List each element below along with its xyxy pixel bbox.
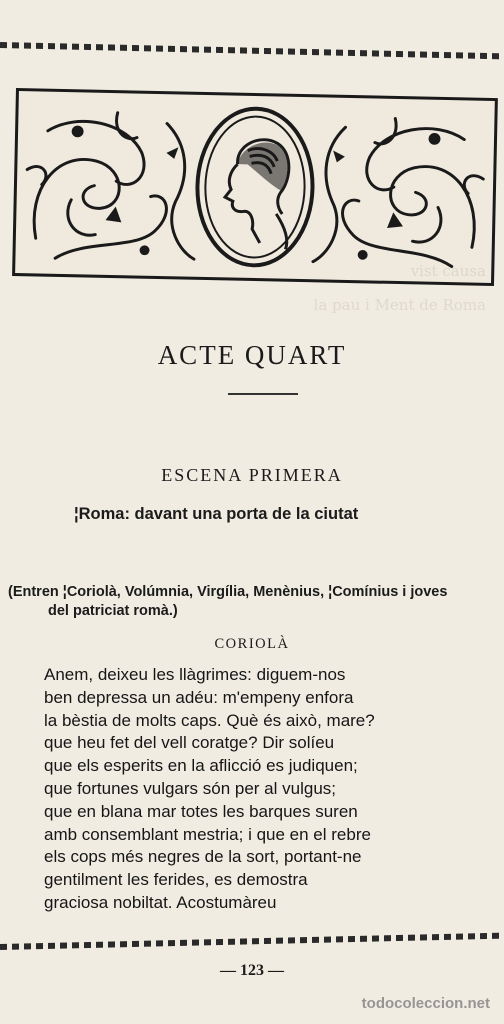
verse-line: Anem, deixeu les llàgrimes: diguem-nos (44, 665, 346, 684)
stage-direction-line: del patriciat romà.) (48, 603, 178, 619)
verse-line: que fortunes vulgars són per al vulgus; (44, 778, 337, 798)
verse-line: ben depressa un adéu: m'empeny enfora (44, 687, 354, 707)
verse-line: que els esperits en la aflicció es judiquen; (44, 756, 358, 776)
scene-title: ESCENA PRIMERA (161, 465, 343, 485)
verse-line: els cops més negres de la sort, portant-ne (44, 847, 362, 867)
bottom-dashed-rule (0, 933, 504, 950)
bleed-through-text: vist causa (410, 262, 486, 280)
page-number: — 123 — (220, 962, 284, 979)
verse-line: la bèstia de molts caps. Què és això, mare? (44, 710, 375, 730)
stage-direction (8, 583, 504, 621)
cameo-portrait-icon (15, 91, 495, 283)
verse-line: que en blana mar totes les barques suren (44, 801, 358, 821)
act-title: ACTE QUART (157, 340, 347, 370)
stage-direction-line: (Entren ¦Coriolà, Volúmnia, Virgília, Menènius, ¦Comínius i joves (8, 584, 448, 600)
verse-line: gentilment les ferides, es demostra (44, 870, 308, 890)
verse-block (44, 664, 504, 915)
verse-line: amb consemblant mestria; i que en el rebre (44, 824, 371, 844)
verse-line: graciosa nobiltat. Acostumàreu (44, 892, 277, 912)
watermark: todocoleccion.net (361, 995, 490, 1012)
verse-line: que heu fet del vell coratge? Dir solíeu (44, 733, 335, 753)
scene-setting: ¦Roma: davant una porta de la ciutat (74, 505, 359, 523)
bleed-through-text: la pau i Ment de Roma (313, 296, 486, 314)
speaker-name: CORIOLÀ (214, 636, 290, 652)
title-rule (228, 393, 298, 395)
top-dashed-rule (0, 42, 504, 59)
ornamental-headpiece (12, 88, 498, 286)
